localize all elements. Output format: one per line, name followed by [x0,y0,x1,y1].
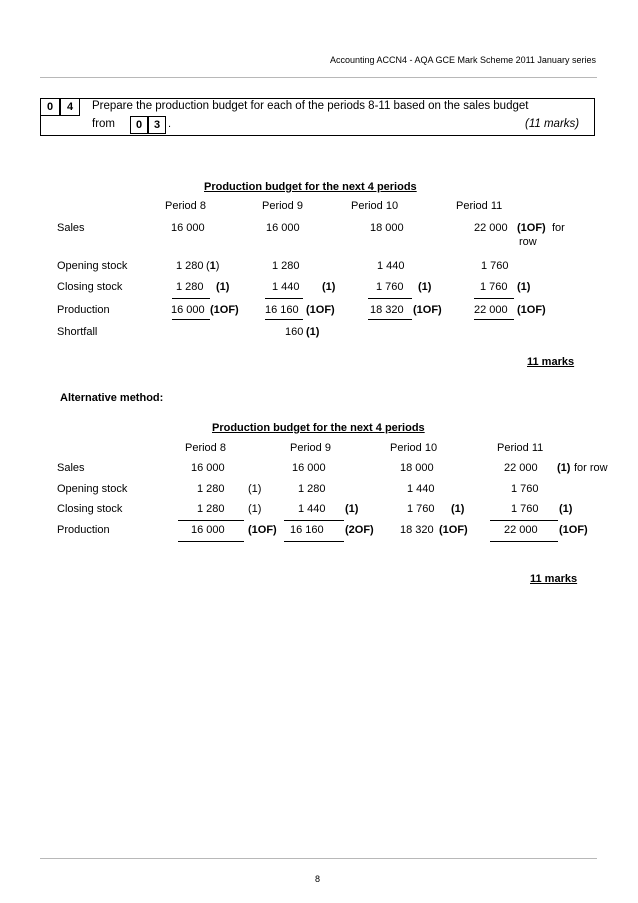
table1-rule-p9 [265,298,303,299]
alt-sales-p8: 16 000 [191,462,225,474]
alt-opening-p8-mark: (1) [248,483,262,495]
table1-closing-p11: 1 760 [480,281,508,293]
alt-rule-p8 [178,520,244,521]
table1-opening-label: Opening stock [57,260,128,272]
alt-opening-p8: 1 280 [197,483,225,495]
table1-rule-bottom-p9 [265,319,303,320]
header-rule [40,77,597,78]
table1-production-p10-mark: (1OF) [413,304,442,316]
alt-sales-p9: 16 000 [292,462,326,474]
reference-digit-1: 0 [130,116,148,134]
table1-production-p8-mark: (1OF) [210,304,239,316]
alt-closing-label: Closing stock [57,503,123,515]
table1-production-p10: 18 320 [370,304,404,316]
alt-production-p8: 16 000 [191,524,225,536]
alt-sales-p11: 22 000 [504,462,538,474]
alt-sales-mark-extra: for row [574,462,608,474]
alt-closing-p10-mark: (1) [451,503,465,515]
alt-closing-p11-mark: (1) [559,503,573,515]
table1-production-label: Production [57,304,110,316]
alt-rule-bottom-p11 [490,541,558,542]
alt-production-p8-mark: (1OF) [248,524,277,536]
table1-rule-p11 [474,298,514,299]
alt-rule-p9 [284,520,344,521]
question-from-label: from [92,118,115,130]
table1-closing-p8: 1 280 [176,281,204,293]
alt-sales-mark: (1) [557,462,571,474]
table1-rule-p8 [172,298,210,299]
table1-closing-label: Closing stock [57,281,123,293]
question-number-digit-1: 0 [40,98,60,116]
table1-rule-bottom-p8 [172,319,210,320]
table1-opening-p10: 1 440 [377,260,405,272]
table1-production-p8: 16 000 [171,304,205,316]
table1-period-10: Period 10 [351,200,399,212]
alt-rule-p11 [490,520,558,521]
table1-opening-p8-mark: (1) [206,260,220,272]
table1-period-11: Period 11 [456,200,503,212]
table1-closing-p10: 1 760 [376,281,404,293]
reference-period: . [168,118,172,130]
table1-rule-bottom-p11 [474,319,514,320]
alt-production-p10: 18 320 [400,524,434,536]
reference-digit-2: 3 [148,116,166,134]
alt-closing-p9: 1 440 [298,503,326,515]
alt-sales-label: Sales [57,462,85,474]
table1-shortfall-value: 160 [285,326,304,338]
alt-opening-p9: 1 280 [298,483,326,495]
alt-period-10: Period 10 [390,442,438,454]
alt-closing-p9-mark: (1) [345,503,359,515]
footer-rule [40,858,597,859]
alt-production-p9: 16 160 [290,524,324,536]
question-marks: (11 marks) [525,118,580,130]
question-text: Prepare the production budget for each of the periods 8-11 based on the sales budget [92,100,529,112]
table1-production-p11-mark: (1OF) [517,304,546,316]
table1-closing-p11-mark: (1) [517,281,531,293]
table1-opening-p8: 1 280 [176,260,204,272]
table1-opening-p11: 1 760 [481,260,509,272]
table1-rule-p10 [368,298,412,299]
table1-closing-p9: 1 440 [272,281,300,293]
table1-title: Production budget for the next 4 periods [204,181,417,193]
alt-period-8: Period 8 [185,442,226,454]
alt-opening-p11: 1 760 [511,483,539,495]
table1-period-9: Period 9 [262,200,303,212]
alt-opening-label: Opening stock [57,483,128,495]
table1-sales-mark-for: for [552,222,565,234]
table1-rule-bottom-p10 [368,319,412,320]
table1-shortfall-mark: (1) [306,326,320,338]
alt-rule-bottom-p8 [178,541,244,542]
alt-closing-p11: 1 760 [511,503,539,515]
alt-total-marks: 11 marks [530,573,578,585]
alt-production-label: Production [57,524,110,536]
alt-production-p11-mark: (1OF) [559,524,588,536]
table1-sales-mark-row: row [519,236,537,248]
alt-closing-p10: 1 760 [407,503,435,515]
table1-period-8: Period 8 [165,200,206,212]
page-header: Accounting ACCN4 - AQA GCE Mark Scheme 2011 January series [330,55,596,65]
table1-sales-p11: 22 000 [474,222,508,234]
table1-sales-mark: (1OF) [517,222,546,234]
question-number-digit-2: 4 [60,98,80,116]
page-number: 8 [315,874,321,884]
table1-opening-mark-digit: 1 [209,260,216,272]
table1-sales-p9: 16 000 [266,222,300,234]
alt-period-9: Period 9 [290,442,331,454]
alt-closing-p8-mark: (1) [248,503,262,515]
alt-sales-p10: 18 000 [400,462,434,474]
table1-closing-p10-mark: (1) [418,281,432,293]
alt-heading: Alternative method: [60,392,164,404]
alt-closing-p8: 1 280 [197,503,225,515]
alt-production-p9-mark: (2OF) [345,524,374,536]
table1-sales-label: Sales [57,222,85,234]
alt-opening-p10: 1 440 [407,483,435,495]
alt-period-11: Period 11 [497,442,544,454]
table1-shortfall-label: Shortfall [57,326,98,338]
table1-production-p11: 22 000 [474,304,508,316]
table1-sales-p8: 16 000 [171,222,205,234]
table1-production-p9: 16 160 [265,304,299,316]
table1-opening-p9: 1 280 [272,260,300,272]
table1-total-marks: 11 marks [527,356,575,368]
table1-sales-p10: 18 000 [370,222,404,234]
table1-production-p9-mark: (1OF) [306,304,335,316]
table1-closing-p9-mark: (1) [322,281,336,293]
alt-title: Production budget for the next 4 periods [212,422,425,434]
alt-rule-bottom-p9 [284,541,344,542]
alt-production-p10-mark: (1OF) [439,524,468,536]
alt-production-p11: 22 000 [504,524,538,536]
table1-closing-p8-mark: (1) [216,281,230,293]
